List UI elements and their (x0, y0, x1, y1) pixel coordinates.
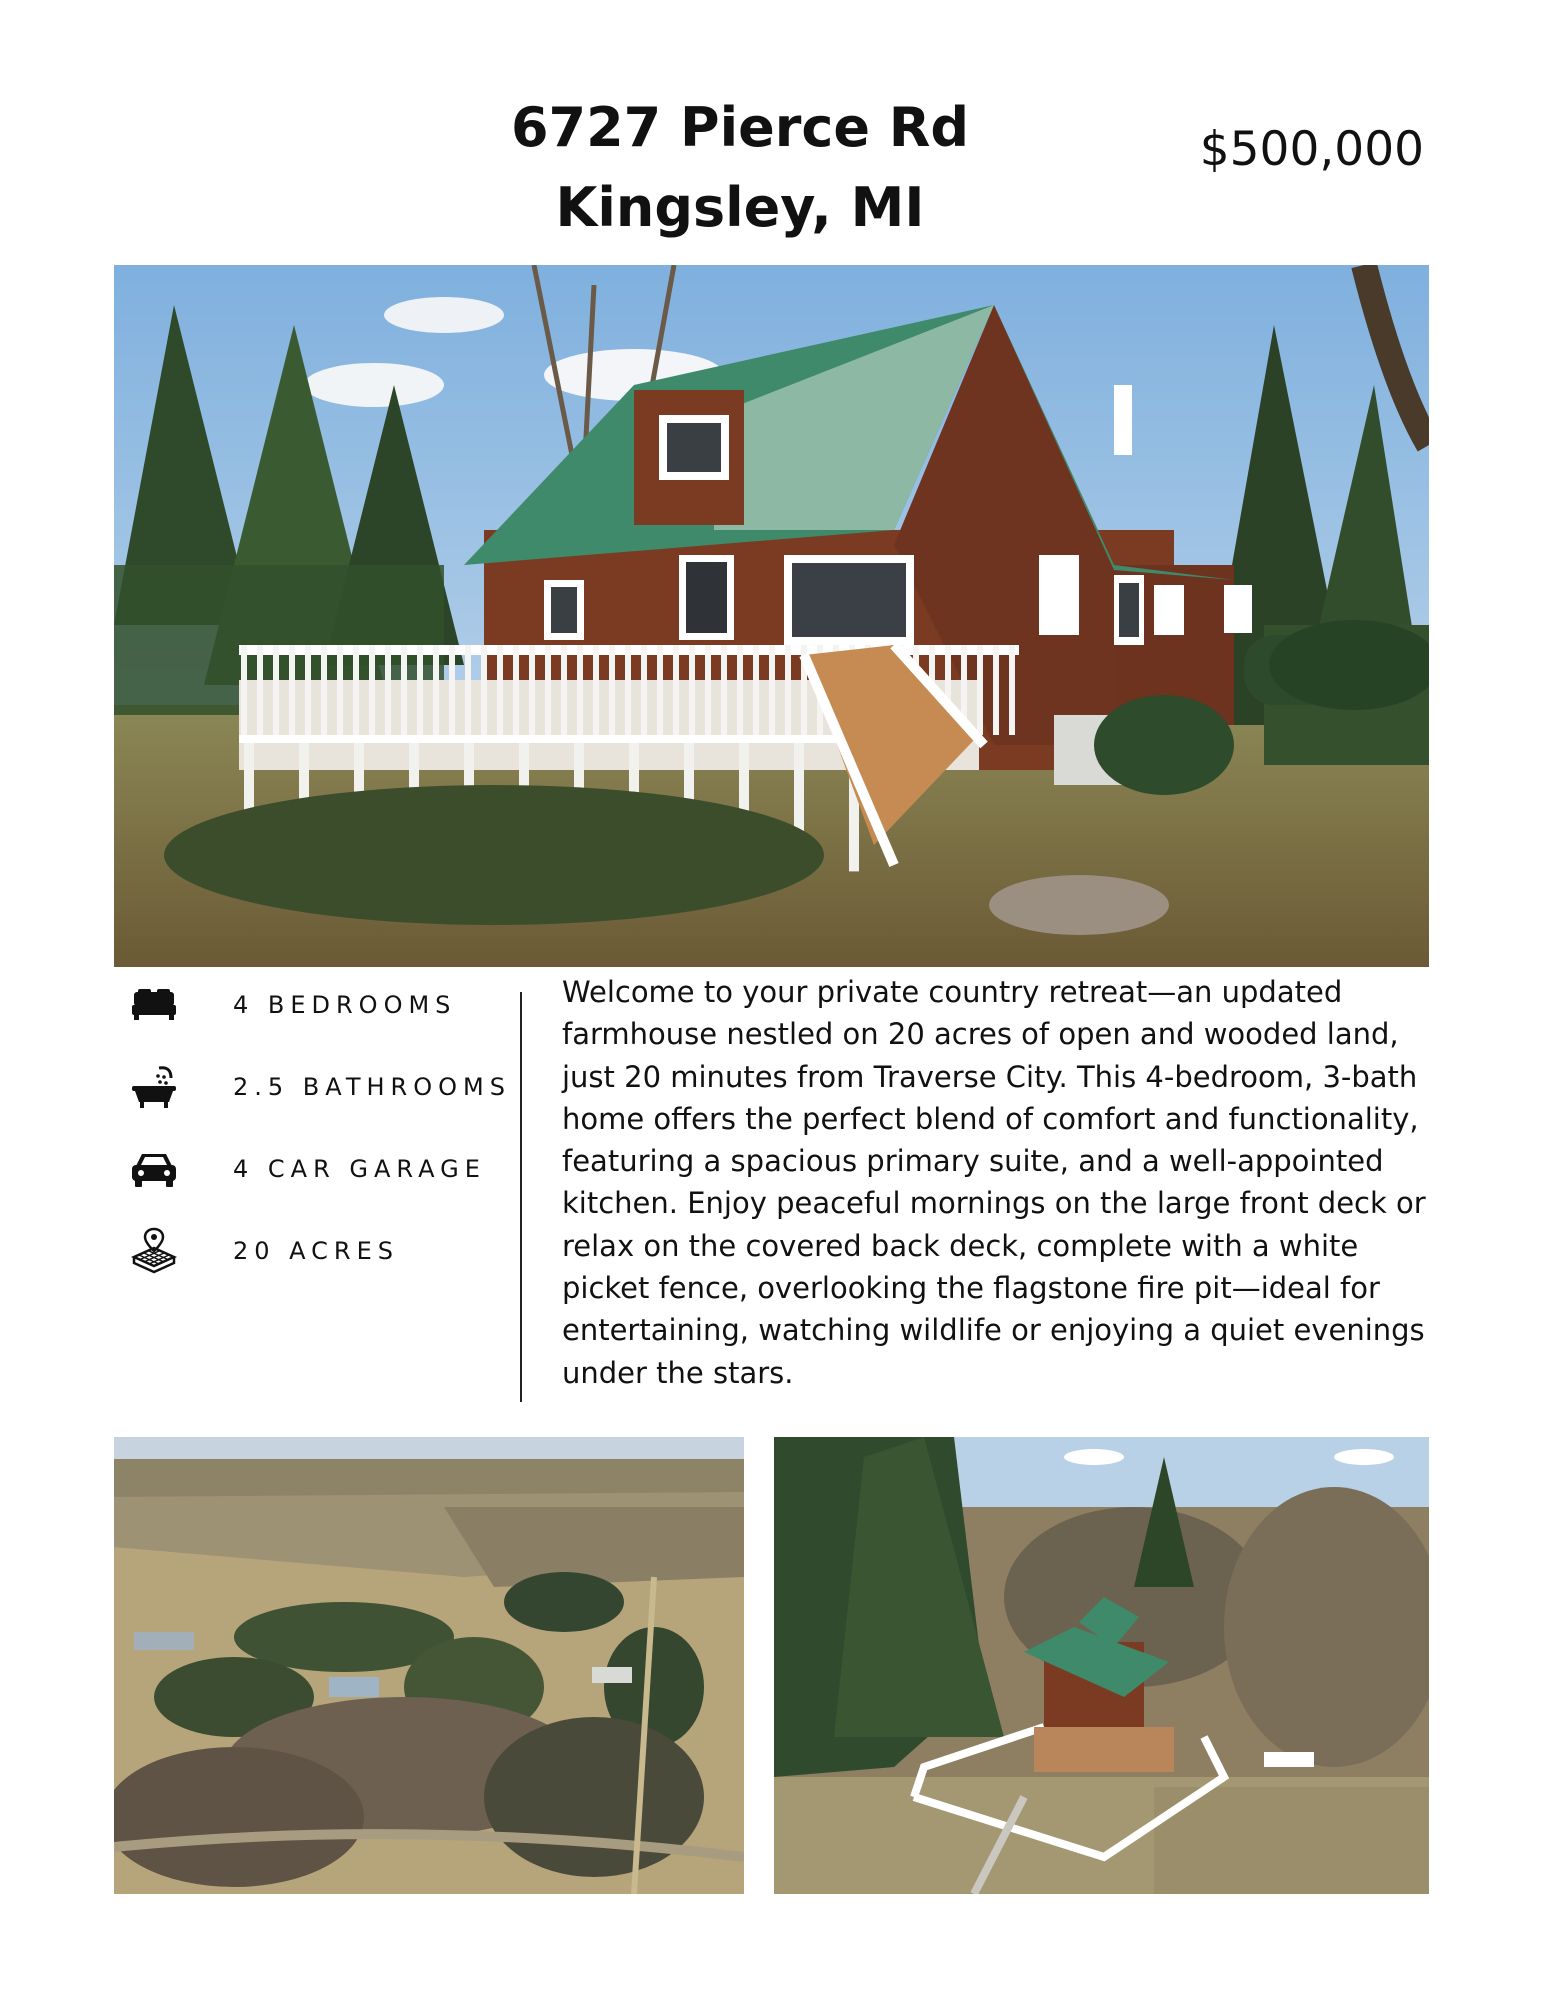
column-divider (520, 992, 522, 1402)
feature-bathrooms (130, 1062, 511, 1112)
feature-label: 2.5 BATHROOMS (233, 1073, 511, 1101)
feature-label: 20 ACRES (233, 1237, 399, 1265)
feature-bedrooms (130, 980, 457, 1030)
bathtub-icon (130, 1063, 178, 1111)
listing-description: Welcome to your private country retreat—an updated farmhouse nestled on 20 acres of open and wooded land, just 20 minutes from Traverse City. This 4-bedroom, 3-bath home offers the perfect blend of comfort and functionality, featuring a spacious primary suite, and a well-appointed kitchen. Enjoy peaceful mornings on the large front deck or relax on the covered back deck, complete with a white picket fence, overlooking the flagstone fire pit—ideal for entertaining, watching wildlife or enjoying a quiet evenings under the stars. (562, 975, 1426, 1390)
listing-address (380, 88, 1100, 248)
feature-acres (130, 1226, 399, 1276)
car-icon (130, 1145, 178, 1193)
hero-house-photo (114, 265, 1429, 967)
aerial-land-photo (114, 1437, 744, 1894)
land-pin-icon (130, 1227, 178, 1275)
listing-price: $500,000 (1199, 122, 1424, 177)
feature-label: 4 BEDROOMS (233, 991, 457, 1019)
feature-label: 4 CAR GARAGE (233, 1155, 486, 1183)
feature-garage (130, 1144, 486, 1194)
address-street: 6727 Pierce Rd (510, 96, 970, 159)
aerial-house-photo (774, 1437, 1429, 1894)
bed-icon (130, 981, 178, 1029)
address-city: Kingsley, MI (555, 176, 925, 239)
